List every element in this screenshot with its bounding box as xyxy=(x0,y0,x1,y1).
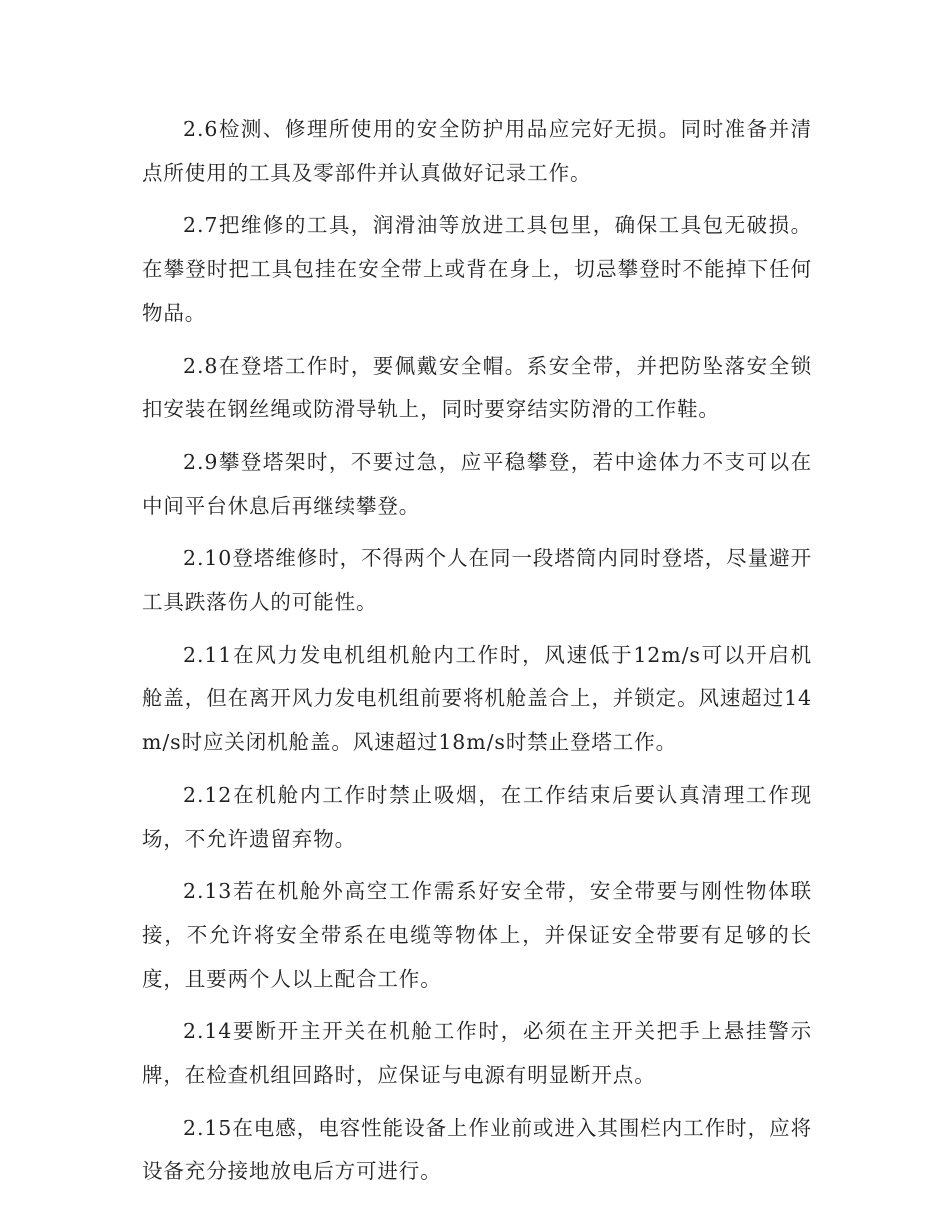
paragraph-2-14: 2.14要断开主开关在机舱工作时，必须在主开关把手上悬挂警示牌，在检查机组回路时，应保证与电源有明显断开点。 xyxy=(142,1019,812,1088)
document-body xyxy=(142,108,812,1203)
paragraph-2-7: 2.7把维修的工具，润滑油等放进工具包里，确保工具包无破损。在攀登时把工具包挂在安全带上或背在身上，切忌攀登时不能掉下任何物品。 xyxy=(142,213,812,325)
paragraph-2-10: 2.10登塔维修时，不得两个人在同一段塔筒内同时登塔，尽量避开工具跌落伤人的可能性。 xyxy=(142,546,812,615)
paragraph-2-13: 2.13若在机舱外高空工作需系好安全带，安全带要与刚性物体联接，不允许将安全带系在电缆等物体上，并保证安全带要有足够的长度，且要两个人以上配合工作。 xyxy=(142,879,812,991)
paragraph-2-6: 2.6检测、修理所使用的安全防护用品应完好无损。同时准备并清点所使用的工具及零部件并认真做好记录工作。 xyxy=(142,117,812,185)
paragraph-2-12: 2.12在机舱内工作时禁止吸烟，在工作结束后要认真清理工作现场，不允许遗留弃物。 xyxy=(142,782,812,851)
paragraph-2-11: 2.11在风力发电机组机舱内工作时，风速低于12m/s可以开启机舱盖，但在离开风力发电机组前要将机舱盖合上，并锁定。风速超过14m/s时应关闭机舱盖。风速超过18m/s时禁止登塔工作。 xyxy=(142,642,812,755)
paragraph-2-15: 2.15在电感，电容性能设备上作业前或进入其围栏内工作时，应将设备充分接地放电后方可进行。 xyxy=(142,1115,812,1184)
paragraph-2-8: 2.8在登塔工作时，要佩戴安全帽。系安全带，并把防坠落安全锁扣安装在钢丝绳或防滑导轨上，同时要穿结实防滑的工作鞋。 xyxy=(142,353,812,422)
paragraph-2-9: 2.9攀登塔架时，不要过急，应平稳攀登，若中途体力不支可以在中间平台休息后再继续攀登。 xyxy=(142,449,812,518)
